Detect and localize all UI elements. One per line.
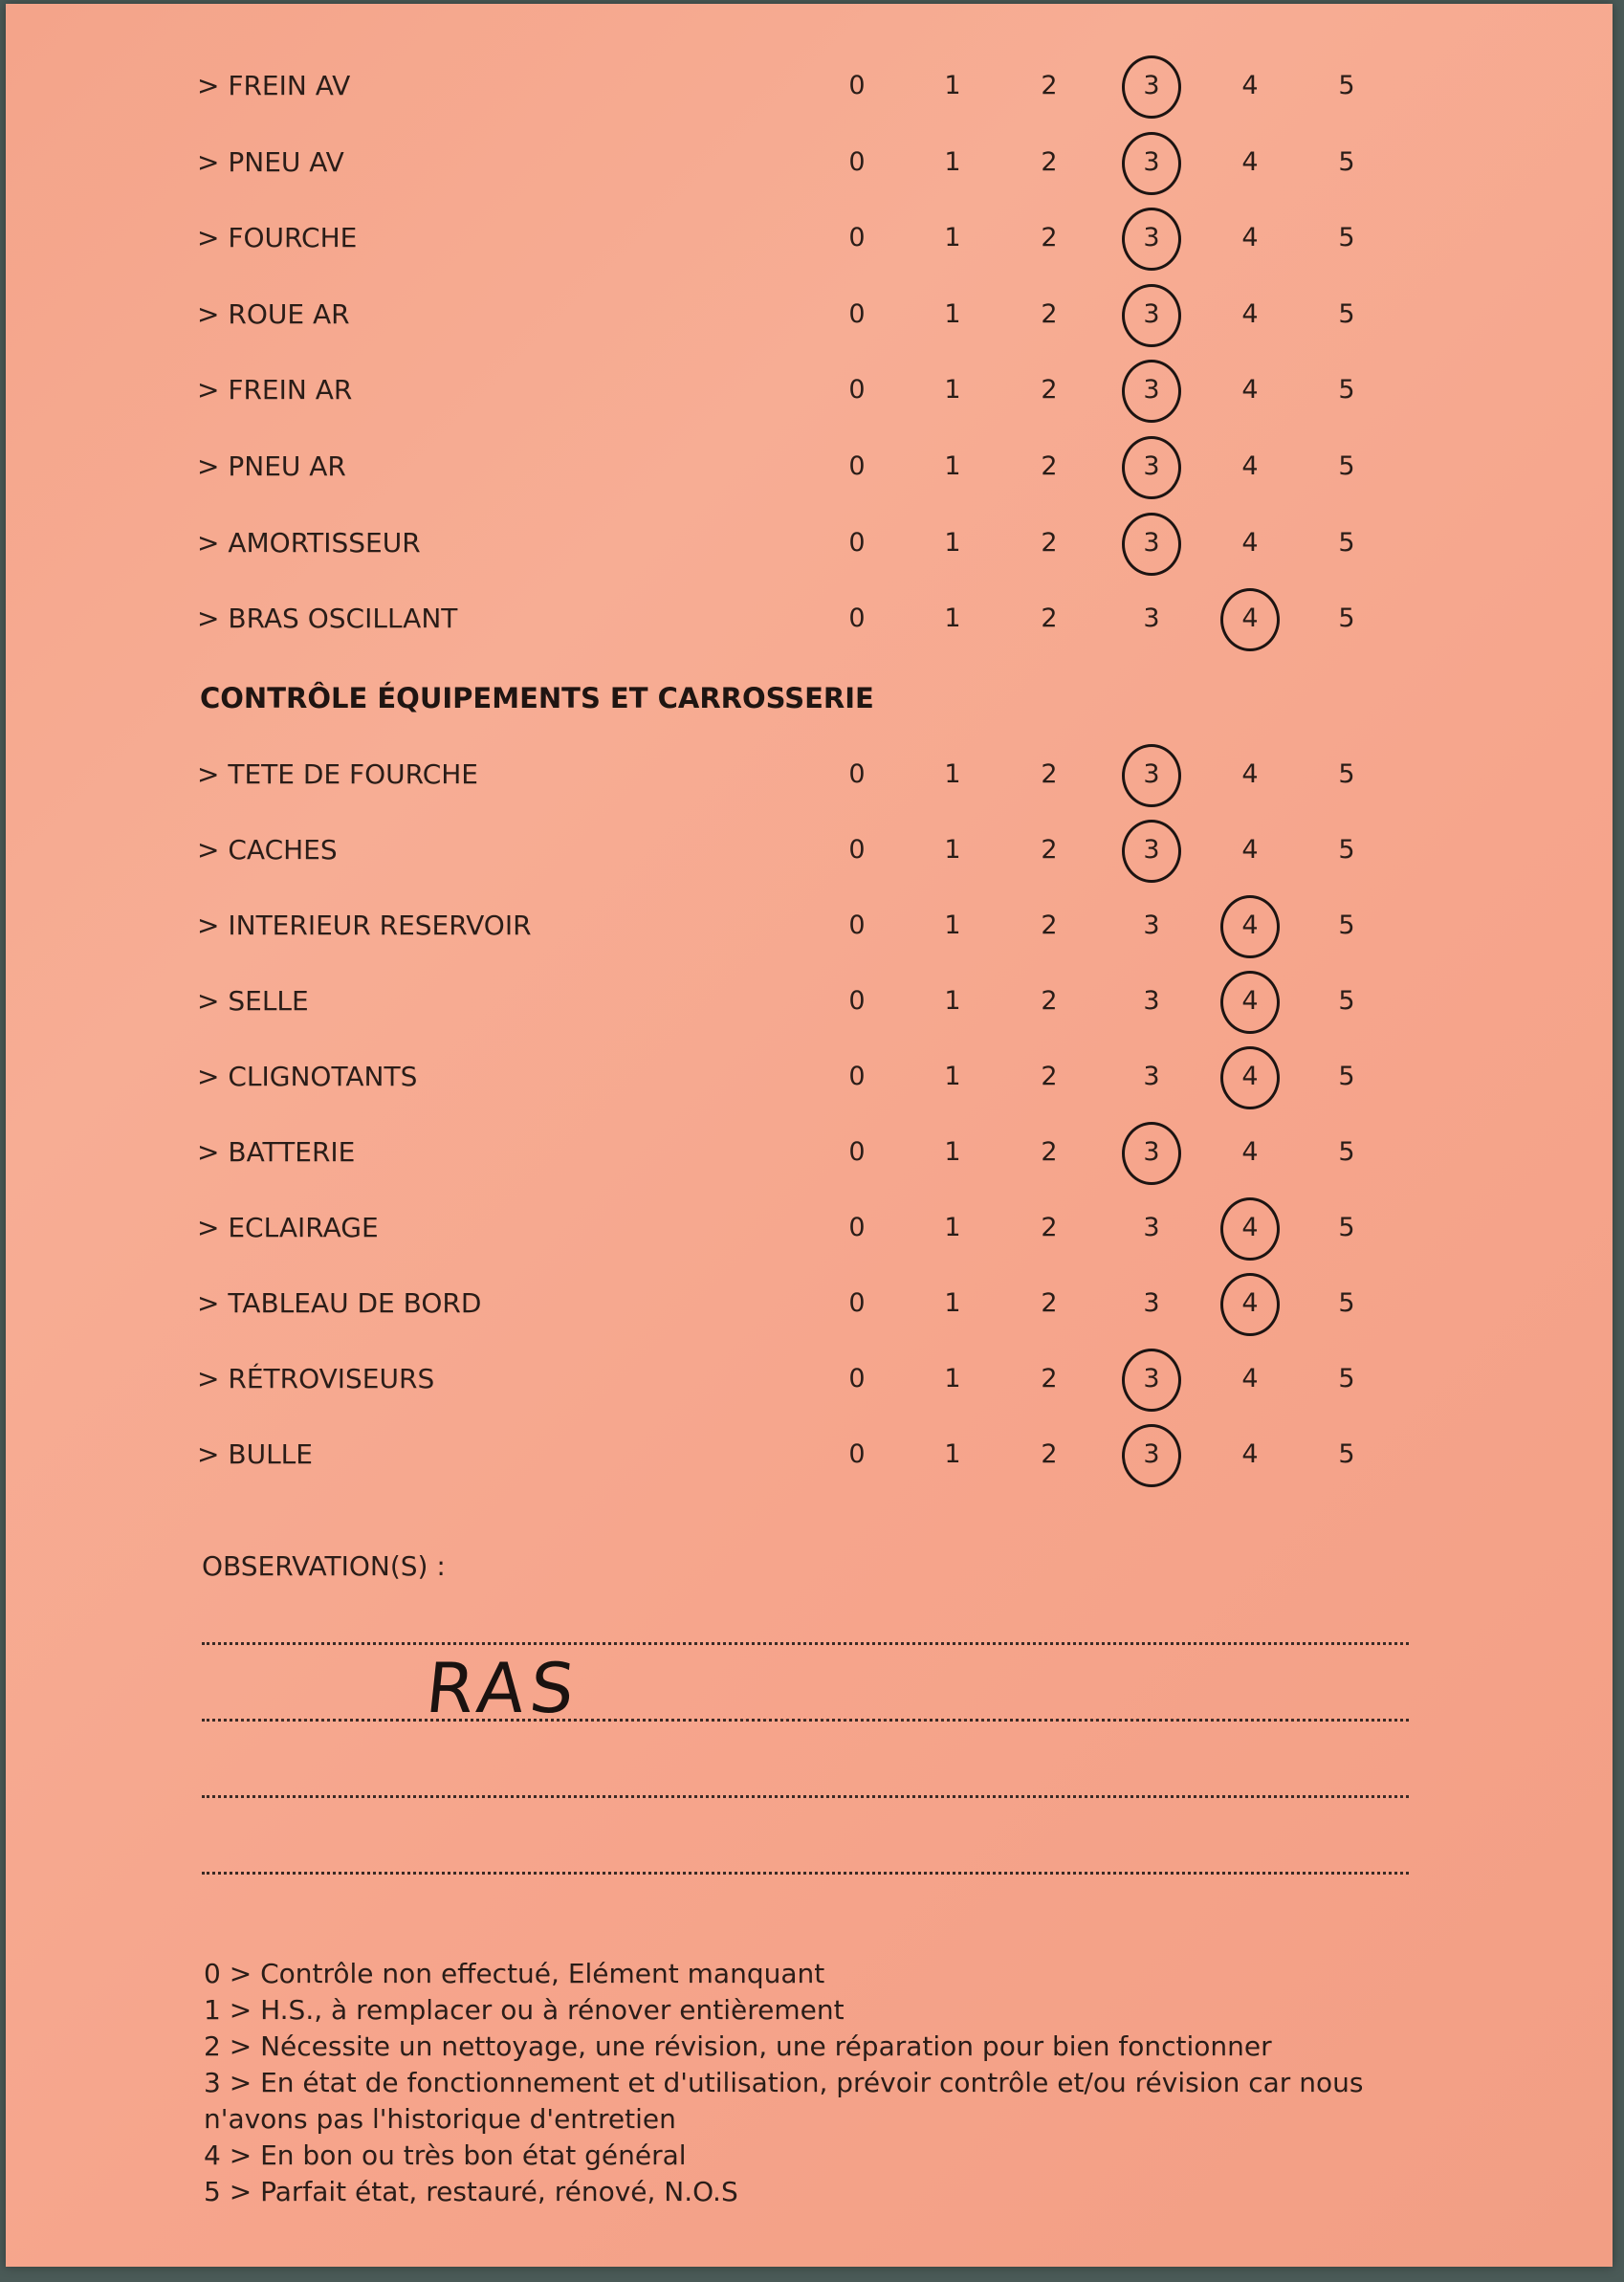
rating-row xyxy=(6,594,1613,644)
score-option-0[interactable]: 0 xyxy=(848,147,866,177)
legend-line: 2 > Nécessite un nettoyage, une révision, une réparation pour bien fonctionner xyxy=(204,2030,1272,2062)
score-option-5[interactable]: 5 xyxy=(1338,1364,1355,1393)
score-option-1[interactable]: 1 xyxy=(944,71,961,100)
score-option-1[interactable]: 1 xyxy=(944,223,961,252)
score-option-0[interactable]: 0 xyxy=(848,451,866,481)
rating-row xyxy=(6,213,1613,263)
score-option-3[interactable]: 3 xyxy=(1121,825,1182,875)
rating-row xyxy=(6,750,1613,800)
score-option-1[interactable]: 1 xyxy=(944,986,961,1016)
rating-row xyxy=(6,1128,1613,1177)
score-option-4[interactable]: 4 xyxy=(1219,1279,1281,1328)
rating-row xyxy=(6,61,1613,111)
score-option-3[interactable]: 3 xyxy=(1121,750,1182,800)
item-label: > BATTERIE xyxy=(197,1136,356,1168)
score-option-2[interactable]: 2 xyxy=(1041,528,1058,558)
score-option-0[interactable]: 0 xyxy=(848,1288,866,1318)
score-option-2[interactable]: 2 xyxy=(1041,375,1058,405)
score-option-2[interactable]: 2 xyxy=(1041,1364,1058,1393)
observation-line-1[interactable] xyxy=(202,1642,1409,1645)
rating-row xyxy=(6,901,1613,951)
score-option-2[interactable]: 2 xyxy=(1041,835,1058,865)
score-option-0[interactable]: 0 xyxy=(848,1062,866,1091)
score-option-3[interactable]: 3 xyxy=(1121,442,1182,492)
score-option-4[interactable]: 4 xyxy=(1241,375,1259,405)
score-option-5[interactable]: 5 xyxy=(1338,71,1355,100)
score-option-0[interactable]: 0 xyxy=(848,1213,866,1242)
score-option-0[interactable]: 0 xyxy=(848,759,866,789)
score-option-2[interactable]: 2 xyxy=(1041,1213,1058,1242)
score-option-4[interactable]: 4 xyxy=(1219,901,1281,951)
score-option-4[interactable]: 4 xyxy=(1219,594,1281,644)
item-label: > FOURCHE xyxy=(197,222,358,253)
score-option-3[interactable]: 3 xyxy=(1121,290,1182,340)
rating-row xyxy=(6,1430,1613,1480)
score-option-0[interactable]: 0 xyxy=(848,1364,866,1393)
score-option-3[interactable]: 3 xyxy=(1143,1062,1160,1091)
score-option-3[interactable]: 3 xyxy=(1121,1128,1182,1177)
score-option-2[interactable]: 2 xyxy=(1041,299,1058,329)
score-option-4[interactable]: 4 xyxy=(1241,451,1259,481)
score-option-4[interactable]: 4 xyxy=(1241,759,1259,789)
rating-row xyxy=(6,1354,1613,1404)
score-option-4[interactable]: 4 xyxy=(1241,1439,1259,1469)
item-label: > SELLE xyxy=(197,985,309,1017)
observations-label: OBSERVATION(S) : xyxy=(202,1550,446,1582)
score-option-4[interactable]: 4 xyxy=(1241,223,1259,252)
score-option-5[interactable]: 5 xyxy=(1338,1439,1355,1469)
score-option-3[interactable]: 3 xyxy=(1143,1288,1160,1318)
score-option-4[interactable]: 4 xyxy=(1241,71,1259,100)
legend-line: 0 > Contrôle non effectué, Elément manquant xyxy=(204,1958,825,1989)
score-option-1[interactable]: 1 xyxy=(944,1062,961,1091)
score-option-0[interactable]: 0 xyxy=(848,375,866,405)
score-option-3[interactable]: 3 xyxy=(1121,365,1182,415)
score-option-2[interactable]: 2 xyxy=(1041,1062,1058,1091)
item-label: > PNEU AV xyxy=(197,146,344,178)
score-option-1[interactable]: 1 xyxy=(944,759,961,789)
section-title: CONTRÔLE ÉQUIPEMENTS ET CARROSSERIE xyxy=(200,682,874,714)
score-option-4[interactable]: 4 xyxy=(1241,299,1259,329)
score-option-5[interactable]: 5 xyxy=(1338,451,1355,481)
score-option-5[interactable]: 5 xyxy=(1338,911,1355,940)
score-option-5[interactable]: 5 xyxy=(1338,147,1355,177)
rating-row xyxy=(6,138,1613,187)
score-option-5[interactable]: 5 xyxy=(1338,603,1355,633)
rating-row xyxy=(6,518,1613,568)
score-option-2[interactable]: 2 xyxy=(1041,147,1058,177)
score-option-1[interactable]: 1 xyxy=(944,1213,961,1242)
observation-line-2[interactable] xyxy=(202,1719,1409,1722)
handwritten-observation: RAS xyxy=(422,1648,584,1728)
score-option-3[interactable]: 3 xyxy=(1121,1430,1182,1480)
score-option-1[interactable]: 1 xyxy=(944,1364,961,1393)
score-option-0[interactable]: 0 xyxy=(848,1137,866,1167)
score-option-0[interactable]: 0 xyxy=(848,528,866,558)
score-option-2[interactable]: 2 xyxy=(1041,911,1058,940)
score-option-2[interactable]: 2 xyxy=(1041,1288,1058,1318)
score-option-5[interactable]: 5 xyxy=(1338,986,1355,1016)
score-option-1[interactable]: 1 xyxy=(944,528,961,558)
item-label: > TETE DE FOURCHE xyxy=(197,758,478,790)
score-option-5[interactable]: 5 xyxy=(1338,759,1355,789)
score-option-2[interactable]: 2 xyxy=(1041,603,1058,633)
item-label: > FREIN AV xyxy=(197,70,351,101)
rating-row xyxy=(6,976,1613,1026)
item-label: > INTERIEUR RESERVOIR xyxy=(197,910,532,941)
legend-line: n'avons pas l'historique d'entretien xyxy=(204,2103,676,2135)
score-option-3[interactable]: 3 xyxy=(1143,1213,1160,1242)
item-label: > PNEU AR xyxy=(197,450,346,482)
item-label: > FREIN AR xyxy=(197,374,353,406)
score-option-0[interactable]: 0 xyxy=(848,223,866,252)
rating-row xyxy=(6,365,1613,415)
legend-line: 1 > H.S., à remplacer ou à rénover entièrement xyxy=(204,1994,845,2026)
score-option-3[interactable]: 3 xyxy=(1121,61,1182,111)
score-option-3[interactable]: 3 xyxy=(1143,911,1160,940)
score-option-2[interactable]: 2 xyxy=(1041,451,1058,481)
score-option-4[interactable]: 4 xyxy=(1241,835,1259,865)
score-option-4[interactable]: 4 xyxy=(1219,1052,1281,1102)
score-option-3[interactable]: 3 xyxy=(1143,986,1160,1016)
score-option-2[interactable]: 2 xyxy=(1041,986,1058,1016)
rating-row xyxy=(6,1052,1613,1102)
observation-line-4[interactable] xyxy=(202,1872,1409,1875)
score-option-1[interactable]: 1 xyxy=(944,1288,961,1318)
item-label: > RÉTROVISEURS xyxy=(197,1363,435,1394)
item-label: > CACHES xyxy=(197,834,338,866)
item-label: > BULLE xyxy=(197,1438,313,1470)
score-option-5[interactable]: 5 xyxy=(1338,1137,1355,1167)
score-option-3[interactable]: 3 xyxy=(1121,138,1182,187)
score-option-2[interactable]: 2 xyxy=(1041,759,1058,789)
rating-row xyxy=(6,442,1613,492)
item-label: > AMORTISSEUR xyxy=(197,527,421,559)
score-option-1[interactable]: 1 xyxy=(944,835,961,865)
score-option-5[interactable]: 5 xyxy=(1338,1213,1355,1242)
score-option-1[interactable]: 1 xyxy=(944,603,961,633)
score-option-2[interactable]: 2 xyxy=(1041,71,1058,100)
score-option-5[interactable]: 5 xyxy=(1338,835,1355,865)
item-label: > ECLAIRAGE xyxy=(197,1212,379,1243)
item-label: > BRAS OSCILLANT xyxy=(197,603,458,634)
score-option-1[interactable]: 1 xyxy=(944,375,961,405)
score-option-5[interactable]: 5 xyxy=(1338,299,1355,329)
inspection-sheet xyxy=(6,4,1613,2267)
score-option-3[interactable]: 3 xyxy=(1121,518,1182,568)
score-option-5[interactable]: 5 xyxy=(1338,375,1355,405)
rating-row xyxy=(6,825,1613,875)
score-option-5[interactable]: 5 xyxy=(1338,1062,1355,1091)
score-option-3[interactable]: 3 xyxy=(1121,1354,1182,1404)
rating-row xyxy=(6,1279,1613,1328)
score-option-2[interactable]: 2 xyxy=(1041,1137,1058,1167)
score-option-1[interactable]: 1 xyxy=(944,299,961,329)
score-option-1[interactable]: 1 xyxy=(944,911,961,940)
score-option-2[interactable]: 2 xyxy=(1041,223,1058,252)
score-option-0[interactable]: 0 xyxy=(848,603,866,633)
score-option-1[interactable]: 1 xyxy=(944,451,961,481)
score-option-0[interactable]: 0 xyxy=(848,911,866,940)
rating-row xyxy=(6,290,1613,340)
item-label: > TABLEAU DE BORD xyxy=(197,1287,482,1319)
score-option-4[interactable]: 4 xyxy=(1241,1364,1259,1393)
score-option-0[interactable]: 0 xyxy=(848,835,866,865)
item-label: > CLIGNOTANTS xyxy=(197,1061,418,1092)
rating-row xyxy=(6,1203,1613,1253)
score-option-1[interactable]: 1 xyxy=(944,147,961,177)
score-option-0[interactable]: 0 xyxy=(848,1439,866,1469)
score-option-0[interactable]: 0 xyxy=(848,71,866,100)
score-option-3[interactable]: 3 xyxy=(1121,213,1182,263)
score-option-4[interactable]: 4 xyxy=(1241,528,1259,558)
observation-line-3[interactable] xyxy=(202,1795,1409,1798)
score-option-5[interactable]: 5 xyxy=(1338,223,1355,252)
score-option-4[interactable]: 4 xyxy=(1241,1137,1259,1167)
score-option-4[interactable]: 4 xyxy=(1219,976,1281,1026)
score-option-5[interactable]: 5 xyxy=(1338,528,1355,558)
score-option-2[interactable]: 2 xyxy=(1041,1439,1058,1469)
score-option-1[interactable]: 1 xyxy=(944,1439,961,1469)
score-option-0[interactable]: 0 xyxy=(848,986,866,1016)
score-option-1[interactable]: 1 xyxy=(944,1137,961,1167)
legend-line: 3 > En état de fonctionnement et d'utilisation, prévoir contrôle et/ou révision car nous xyxy=(204,2067,1364,2098)
score-option-5[interactable]: 5 xyxy=(1338,1288,1355,1318)
score-option-4[interactable]: 4 xyxy=(1219,1203,1281,1253)
legend-line: 4 > En bon ou très bon état général xyxy=(204,2139,687,2171)
legend-line: 5 > Parfait état, restauré, rénové, N.O.S xyxy=(204,2176,738,2207)
score-option-0[interactable]: 0 xyxy=(848,299,866,329)
score-option-3[interactable]: 3 xyxy=(1143,603,1160,633)
item-label: > ROUE AR xyxy=(197,298,350,330)
score-option-4[interactable]: 4 xyxy=(1241,147,1259,177)
